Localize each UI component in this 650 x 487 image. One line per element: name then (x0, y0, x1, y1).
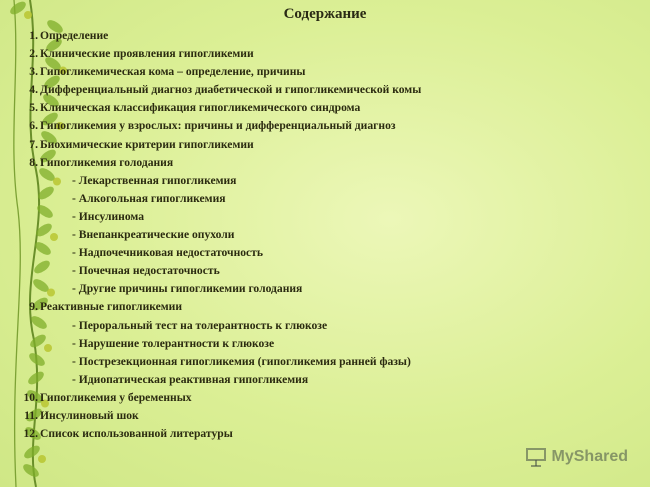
toc-subitem (8, 317, 608, 335)
toc-subitem (8, 172, 608, 190)
toc-item (8, 298, 608, 316)
toc-item-text: Гипогликемия у взрослых: причины и дифференциальный диагноз (40, 119, 396, 133)
toc-item-number: 8. (29, 155, 38, 169)
toc-item-number: 12. (23, 427, 38, 441)
toc-item-text: - Внепанкреатические опухоли (72, 228, 235, 242)
toc-item-number: 7. (29, 137, 38, 151)
toc-item-number: 1. (29, 29, 38, 42)
toc-subitem (8, 371, 608, 389)
toc-subitem (8, 226, 608, 244)
toc-item (8, 425, 608, 443)
toc-item-text: - Пострезекционная гипогликемия (гипогликемия ранней фазы) (72, 354, 411, 368)
toc-item-text: - Почечная недостаточность (72, 264, 220, 278)
toc-item-number: 10. (23, 390, 38, 404)
toc-item-text: - Идиопатическая реактивная гипогликемия (72, 372, 309, 386)
presentation-board-icon (525, 447, 547, 467)
watermark (525, 447, 628, 467)
toc-item-text: Гипогликемическая кома – определение, причины (40, 65, 306, 79)
toc-item-text: Список использованной литературы (40, 427, 233, 441)
toc-item-number: 2. (29, 47, 38, 61)
toc-item-text: Инсулиновый шок (40, 408, 139, 422)
toc-item-text: - Другие причины гипогликемии голодания (72, 282, 303, 296)
toc-item-number: 6. (29, 119, 38, 133)
toc-subitem (8, 262, 608, 280)
toc-item (8, 389, 608, 407)
toc-item (8, 136, 608, 154)
toc-item-number: 11. (24, 408, 38, 422)
toc-subitem (8, 335, 608, 353)
page-title: Содержание (283, 6, 367, 22)
toc-item-text: - Лекарственная гипогликемия (72, 173, 237, 187)
toc-item-number: 4. (29, 83, 38, 97)
toc-subitem (8, 190, 608, 208)
toc-item-number: 9. (29, 300, 38, 314)
toc-item (8, 27, 608, 45)
toc-item (8, 45, 608, 63)
toc-item-text: Клинические проявления гипогликемии (40, 47, 254, 61)
toc-item (8, 63, 608, 81)
leaf-shape (21, 462, 41, 480)
toc-item (8, 81, 608, 99)
table-of-contents (8, 27, 608, 443)
toc-subitem (8, 208, 608, 226)
toc-item-text: Гипогликемия голодания (40, 155, 174, 169)
toc-subitem (8, 353, 608, 371)
berry-shape (38, 455, 46, 463)
toc-item-text: Клиническая классификация гипогликемического синдрома (40, 101, 361, 115)
toc-item-number: 3. (29, 65, 38, 79)
toc-item-text: - Надпочечниковая недостаточность (72, 246, 264, 260)
toc-item-number: 5. (29, 101, 38, 115)
toc-item-text: Определение (40, 29, 109, 42)
toc-item-text: Реактивные гипогликемии (40, 300, 183, 314)
toc-item-text: Гипогликемия у беременных (40, 390, 192, 404)
toc-subitem (8, 244, 608, 262)
toc-item-text: Дифференциальный диагноз диабетической и гипогликемической комы (40, 83, 422, 97)
toc-item (8, 99, 608, 117)
toc-item-text: - Инсулинома (72, 209, 145, 223)
toc-item-text: - Пероральный тест на толерантность к глюкозе (72, 318, 328, 332)
toc-item-text: - Нарушение толерантности к глюкозе (72, 336, 275, 350)
toc-item (8, 407, 608, 425)
toc-item (8, 117, 608, 135)
toc-subitem (8, 280, 608, 298)
watermark-text: MyShared (551, 448, 628, 465)
toc-item-text: Биохимические критерии гипогликемии (40, 137, 254, 151)
toc-item (8, 154, 608, 172)
toc-item-text: - Алкогольная гипогликемия (72, 191, 226, 205)
